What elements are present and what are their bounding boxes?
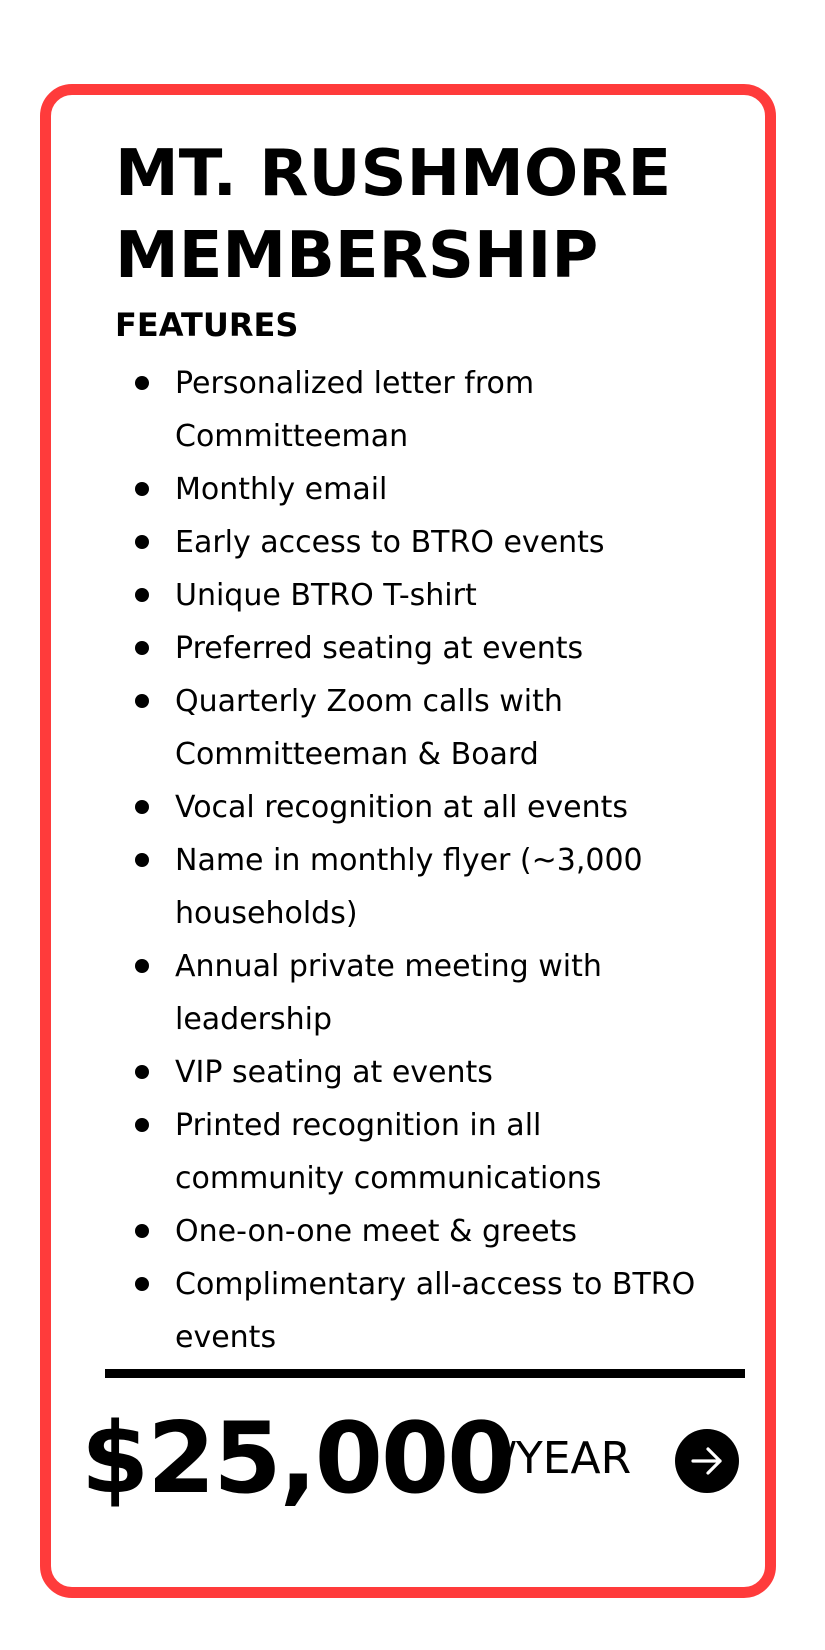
feature-item — [115, 357, 715, 463]
feature-text: Name in monthly flyer (~3,000 households) — [175, 843, 643, 931]
feature-text: Personalized letter from Committeeman — [175, 366, 535, 454]
next-arrow-button[interactable] — [675, 1429, 739, 1493]
membership-title — [115, 133, 671, 297]
title-line-2: MEMBERSHIP — [115, 219, 599, 293]
bullet-icon — [135, 1065, 149, 1079]
title-line-1: MT. RUSHMORE — [115, 137, 672, 211]
feature-item — [115, 940, 715, 1046]
bullet-icon — [135, 1277, 149, 1291]
bullet-icon — [135, 376, 149, 390]
features-heading: FEATURES — [115, 306, 299, 344]
bullet-icon — [135, 588, 149, 602]
feature-item — [115, 463, 715, 516]
bullet-icon — [135, 641, 149, 655]
price-row — [81, 1395, 741, 1535]
feature-text: Unique BTRO T-shirt — [175, 578, 477, 613]
feature-item — [115, 622, 715, 675]
feature-item — [115, 1205, 715, 1258]
bullet-icon — [135, 535, 149, 549]
feature-text: VIP seating at events — [175, 1055, 493, 1090]
feature-text: One-on-one meet & greets — [175, 1214, 577, 1249]
bullet-icon — [135, 694, 149, 708]
feature-text: Quarterly Zoom calls with Committeeman & Board — [175, 684, 563, 772]
feature-item — [115, 1099, 715, 1205]
feature-item — [115, 675, 715, 781]
bullet-icon — [135, 482, 149, 496]
feature-text: Early access to BTRO events — [175, 525, 605, 560]
feature-item — [115, 781, 715, 834]
bullet-icon — [135, 800, 149, 814]
feature-item — [115, 569, 715, 622]
feature-text: Complimentary all-access to BTRO events — [175, 1267, 696, 1355]
feature-text: Preferred seating at events — [175, 631, 584, 666]
feature-item — [115, 1046, 715, 1099]
feature-text: Monthly email — [175, 472, 388, 507]
feature-text: Vocal recognition at all events — [175, 790, 629, 825]
arrow-right-icon — [687, 1441, 727, 1481]
bullet-icon — [135, 959, 149, 973]
feature-item — [115, 834, 715, 940]
feature-text: Annual private meeting with leadership — [175, 949, 602, 1037]
bullet-icon — [135, 1118, 149, 1132]
bullet-icon — [135, 853, 149, 867]
price-divider — [105, 1369, 745, 1378]
feature-text: Printed recognition in all community communications — [175, 1108, 602, 1196]
features-list — [115, 357, 715, 1364]
price-amount: $25,000 — [81, 1402, 514, 1516]
membership-card — [40, 84, 776, 1598]
bullet-icon — [135, 1224, 149, 1238]
price-period: /YEAR — [501, 1433, 632, 1484]
feature-item — [115, 1258, 715, 1364]
feature-item — [115, 516, 715, 569]
